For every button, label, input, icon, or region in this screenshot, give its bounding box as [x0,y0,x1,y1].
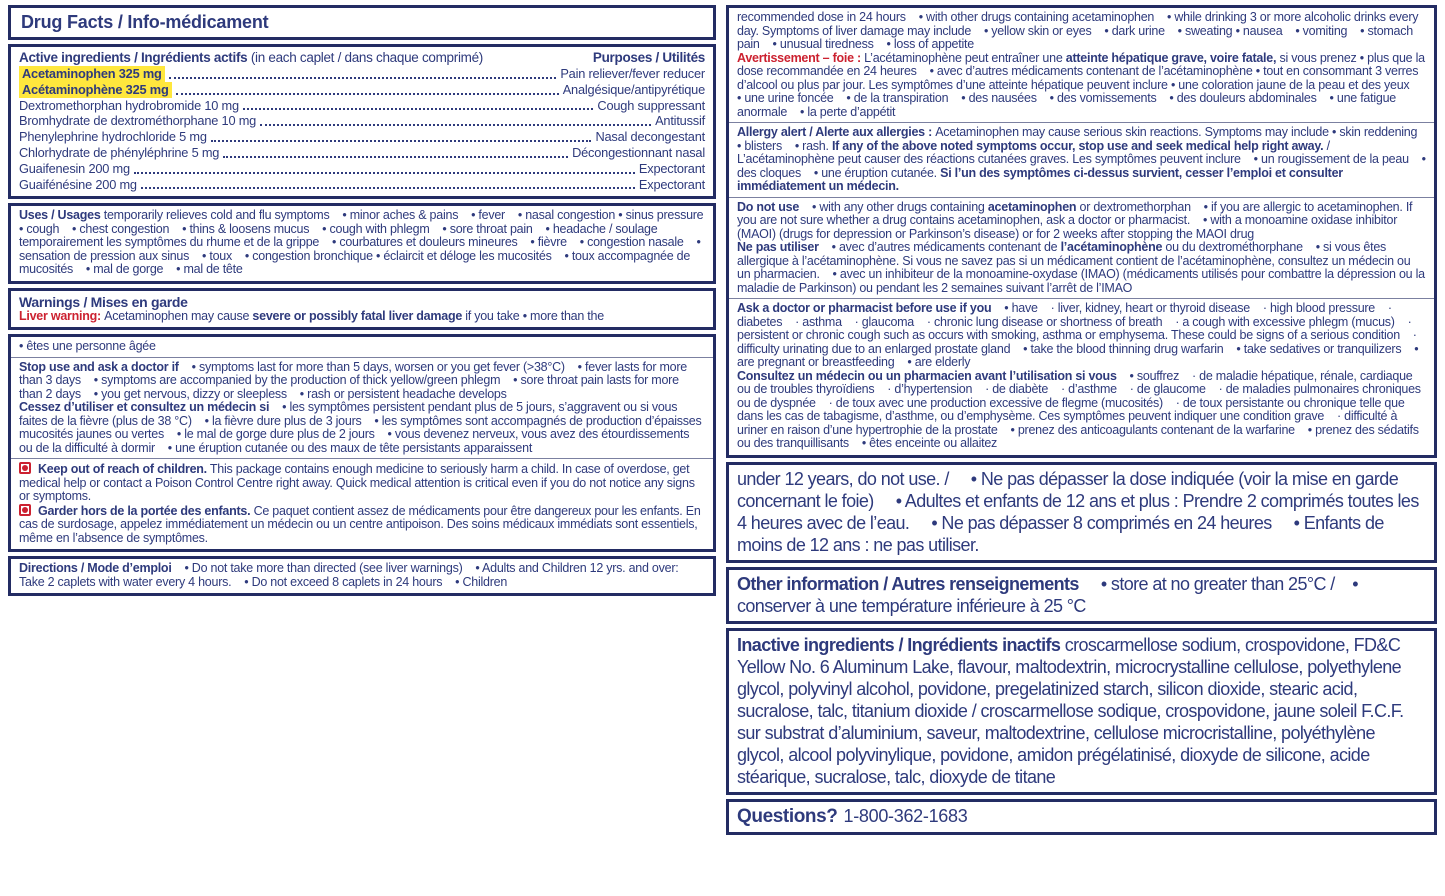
text-segment: Acetaminophen may cause serious skin reactions. Symptoms may include • skin reddening • blisters • rash. [737,125,1431,153]
text-segment: Inactive ingredients / Ingrédients inactifs [737,634,1065,655]
section-divider [11,458,713,459]
directions-text [19,562,705,589]
uses-text [19,208,717,277]
active-ingredients-header [19,50,705,66]
text-segment: Garder hors de la portée des enfants. [38,503,251,518]
section-divider [729,197,1434,198]
text-segment: or dextromethorphan • if you are allergic to acetaminophen. If you are not sure whether a drug contains acetaminophen, ask a doctor or pharmacist. • with a monoamine oxidase inhibitor (MAOI) (drugs for depression or Parkinson’s disease) or for 2 weeks after stopping the MAOI drug [737,199,1416,241]
ingredient-purpose: Expectorant [638,160,705,176]
ingredient-name: Phenylephrine hydrochloride 5 mg [19,129,207,145]
dot-leader [260,124,651,126]
ask-doctor-en-text [737,302,1426,370]
section-divider [11,357,713,358]
other-information-text [737,573,1426,617]
red-square-bullet-icon [19,504,31,516]
text-segment: Avertissement – foie : [737,50,865,65]
ingredient-purpose: Pain reliever/fever reducer [560,66,705,81]
text-segment: Do not use [737,199,800,214]
dot-leader [223,156,568,158]
stop-use-en-text [19,361,705,402]
dosage-text [737,468,1426,556]
active-ingredients-label: Active ingredients / Ingrédients actifs [19,50,248,65]
ingredient-row [19,113,705,129]
warnings-overflow-section [726,5,1437,458]
text-segment: Si l’un des symptômes ci-dessus survient, cesser l’emploi et consulter immédiatement un médecin. [737,165,1347,193]
text-segment: • Do not take more than directed (see liver warnings) • Adults and Children 12 yrs. and over: Take 2 caplets with water every 4 hours. • Do not exceed 8 caplets in 24 hours • Children [19,561,682,589]
keep-out-en-text [19,462,698,503]
per-caplet-note: (in each caplet / dans chaque comprimé) [247,50,484,65]
keep-out-fr-text [19,504,704,545]
dot-leader [134,172,635,174]
ingredient-purpose: Analgésique/antipyrétique [562,81,705,97]
directions-section [8,556,716,596]
text-segment: Directions / Mode d’emploi [19,561,172,576]
allergy-alert-text [737,125,1431,194]
active-ingredients-section [8,44,716,199]
text-segment: • souffrez · de maladie hépatique, rénale, cardiaque ou de troubles thyroïdiens · d’hypertension · de diabète · d’asthme · de glaucome · de maladies pulmonaires chroniques ou de dyspnée · de toux avec une production excessive de flegme (mucosités) · de toux persistante ou chronique telle que dans les cas de tabagisme, d’asthme, ou d’emphysème. Ces symptômes peuvent indiquer une condition grave · difficulté à uriner en raison d’une hypertrophie de la prostate • prenez des anticoagulants contenant de la warfarine • prenez des sédatifs ou des tranquillisants • êtes enceinte ou allaitez [737,368,1425,450]
ingredient-purpose: Antitussif [655,113,705,129]
liver-warning-continuation-en [737,11,1426,52]
section-divider [729,122,1434,123]
dosage-continuation-section [726,462,1437,563]
text-segment: under 12 years, do not use. / • Ne pas dépasser la dose indiquée (voir la mise en garde concernant le foie) • Adultes et enfants de 12 ans et plus : Prendre 2 comprimés toutes les 4 heures avec de l’eau. • Ne pas dépasser 8 comprimés en 24 heures • Enfants de moins de 12 ans : ne pas utiliser. [737,468,1424,555]
ingredient-purpose: Nasal decongestant [595,129,705,145]
text-segment: • store at no greater than 25°C / • conserver à une température inférieure à 25 °C [737,573,1363,616]
text-segment: if you take • more than the [462,308,604,323]
text-segment: • êtes une personne âgée [19,339,156,354]
dot-leader [176,93,559,95]
text-segment: Allergy alert / Alerte aux allergies : [737,125,936,139]
ingredient-row [19,98,705,114]
ask-doctor-fr-text [737,370,1426,451]
text-segment: Ne pas utiliser [737,240,819,254]
keep-out-of-reach-fr [19,504,705,546]
warnings-heading: Warnings / Mises en garde [19,293,188,310]
text-segment: atteinte hépatique grave, voire fatale, [1065,50,1277,65]
purposes-label: Purposes / Utilités [592,50,705,65]
text-segment: L’acétaminophène peut entraîner une [864,50,1066,65]
dot-leader [211,140,592,142]
drug-facts-title-box [8,5,716,40]
warnings-section [8,288,716,331]
ingredient-row [19,177,705,193]
warnings-continued-section [8,334,716,552]
dot-leader [243,108,593,110]
text-segment: If any of the above noted symptoms occur, stop use and seek medical help right away. [831,138,1324,153]
right-column [726,5,1437,835]
left-column [8,5,716,835]
text-segment: • les symptômes persistent pendant plus de 5 jours, s’aggravent ou si vous faites de la fièvre (plus de 38 °C) • la fièvre dure plus de 3 jours • les symptômes sont accompagnés de production d’épaisses mucosités jaunes ou vertes • le mal de gorge dure plus de 2 jours • vous devenez nerveux, vous avez des étourdissements ou de la difficulté à dormir • une éruption cutanée ou des maux de tête persistants apparaissent [19,400,705,455]
text-segment: Consultez un médecin ou un pharmacien avant l’utilisation si vous [737,368,1117,383]
text-segment: / L’acétaminophène peut causer des réactions cutanées graves. Les symptômes peuvent inclure • un rougissement de la peau • des cloques • une éruption cutanée. [737,138,1430,180]
text-segment: Liver warning: [19,308,105,323]
ingredient-row [19,145,705,161]
text-segment: Keep out of reach of children. [38,462,207,477]
ingredient-purpose: Cough suppressant [597,97,705,113]
ingredient-name: Bromhydrate de dextrométhorphane 10 mg [19,113,257,129]
other-information-section [726,567,1437,624]
section-divider [729,298,1434,299]
dot-leader [141,187,635,189]
ingredient-name: Dextromethorphan hydrobromide 10 mg [19,97,239,113]
liver-warning-fr [737,50,1429,120]
stop-use-fr-text [19,401,705,455]
text-segment: Other information / Autres renseignements [737,573,1079,594]
text-segment: This package contains enough medicine to seriously harm a child. In case of overdose, get medical help or contact a Poison Control Centre right away. Quick medical attention is critical even if you do not notice any signs or symptoms. [19,462,698,504]
text-segment: l’acétaminophène [1060,240,1163,254]
text-segment: recommended dose in 24 hours • with other drugs containing acetaminophen • while drinking 3 or more alcoholic drinks every day. Symptoms of liver damage may include • yellow skin or eyes • dark urine • sweating • nausea • vomiting • stomach pain • unusual tiredness • loss of appetite [737,10,1422,51]
text-segment: acetaminophen [987,199,1077,214]
ingredient-name: Acetaminophen 325 mg [19,66,165,82]
inactive-ingredients-text [737,634,1426,788]
text-segment: Ask a doctor or pharmacist before use if you [737,301,992,315]
ingredient-purpose: Décongestionnant nasal [572,144,705,160]
questions-label: Questions? [737,805,838,827]
text-segment: Acetaminophen may cause [104,308,253,323]
text-segment: ou du dextrométhorphane • si vous êtes allergique à l’acétaminophène. Si vous ne savez pas si un médicament contient de l’acétaminophène, consultez un médecin ou un pharmacien. • avec un inhibiteur de la monoamine-oxydase (IMAO) (médicaments utilisés pour combattre la dépression ou la maladie de Parkinson) ou pendant les 2 semaines suivant l’arrêt de l’IMAO [737,240,1429,295]
questions-phone-number: 1-800-362-1683 [843,805,968,826]
ingredient-name: Guaifenesin 200 mg [19,160,130,176]
liver-warning-text [19,310,705,324]
text-segment: Ce paquet contient assez de médicaments pour être dangereux pour les enfants. En cas de surdosage, appelez immédiatement un médecin ou un centre antipoison. Des soins médicaux immédiats sont essentiels, même en l’absence de symptômes. [19,503,704,545]
text-segment: Stop use and ask a doctor if [19,359,179,374]
text-segment: • with any other drugs containing [799,199,988,214]
text-segment: Cessez d’utiliser et consultez un médecin si [19,400,270,415]
text-segment: • avec d’autres médicaments contenant de [818,240,1061,254]
text-segment: si vous prenez • plus que la dose recommandée en 24 heures • avec d’autres médicaments contenant de l’acétaminophène • tout en consommant 3 verres d’alcool ou plus par jour. Les symptômes d’une atteinte hépatique peuvent inclure • une coloration jaune de la peau et des yeux • une urine foncée • de la transpiration • des nausées • des vomissements • des douleurs abdominales • une fatigue anormale • la perte d’appétit [737,50,1429,119]
elderly-bullet-text [19,340,705,354]
text-segment: temporarily relieves cold and flu symptoms • minor aches & pains • fever • nasal congestion • sinus pressure • cough • chest congestion • thins & loosens mucus • cough with phlegm • sore throat pain • headache / soulage temporairement les symptômes du rhume et de la grippe • courbatures et douleurs mineures • fièvre • congestion nasale • sensation de pression aux sinus • toux • congestion bronchique • éclaircit et déloge les mucosités • toux accompagnée de mucosités • mal de gorge • mal de tête [19,208,717,277]
ingredient-row [19,161,705,177]
do-not-use-en-text [737,201,1426,242]
ingredient-row [19,66,705,82]
text-segment: • have · liver, kidney, heart or thyroid disease · high blood pressure · diabetes · asthma · glaucoma · chronic lung disease or shortness of breath · a cough with excessive phlegm (mucus) · persistent or chronic cough such as occurs with smoking, asthma or emphysema. These could be signs of a serious condition · difficulty urinating due to an enlarged prostate gland • take the blood thinning drug warfarin • take sedatives or tranquilizers • are pregnant or breastfeeding • are elderly [737,301,1422,369]
text-segment: croscarmellose sodium, crospovidone, FD&C Yellow No. 6 Aluminum Lake, flavour, maltodextrin, microcrystalline cellulose, polyethylene glycol, polyvinyl alcohol, povidone, pregelatinized starch, silicon dioxide, stearic acid, sucralose, talc, titanium dioxide / croscarmellose sodique, crospovidone, jaune soleil F.C.F. sur substrat d’aluminium, saveur, maltodextrine, cellulose microcristalline, polyéthylène glycol, alcool polyvinylique, povidone, amidon prégélatinisé, dioxyde de silicone, acide stéarique, sucralose, talc, dioxyde de titane [737,634,1408,787]
dot-leader [169,77,557,79]
text-segment: • symptoms last for more than 5 days, worsen or you get fever (>38°C) • fever lasts for more than 3 days • symptoms are accompanied by the production of thick yellow/green phlegm • sore throat pain lasts for more than 2 days • you get nervous, dizzy or sleepless • rash or persistent headache develops [19,359,691,401]
keep-out-of-reach-en [19,462,705,504]
ingredient-name: Chlorhydrate de phényléphrine 5 mg [19,144,220,160]
ingredient-row [19,129,705,145]
page-title: Drug Facts / Info-médicament [21,12,269,32]
red-square-bullet-icon [19,462,31,474]
do-not-use-fr-text [737,240,1429,295]
ingredient-row [19,82,705,98]
inactive-ingredients-section [726,628,1437,795]
ingredient-name: Acétaminophène 325 mg [19,82,172,98]
ingredient-name: Guaifénésine 200 mg [19,176,137,192]
ingredient-purpose: Expectorant [638,176,705,192]
uses-section [8,203,716,284]
questions-section [726,799,1437,835]
text-segment: severe or possibly fatal liver damage [252,308,463,323]
text-segment: Uses / Usages [19,208,104,223]
active-ingredients-heading [19,50,483,66]
